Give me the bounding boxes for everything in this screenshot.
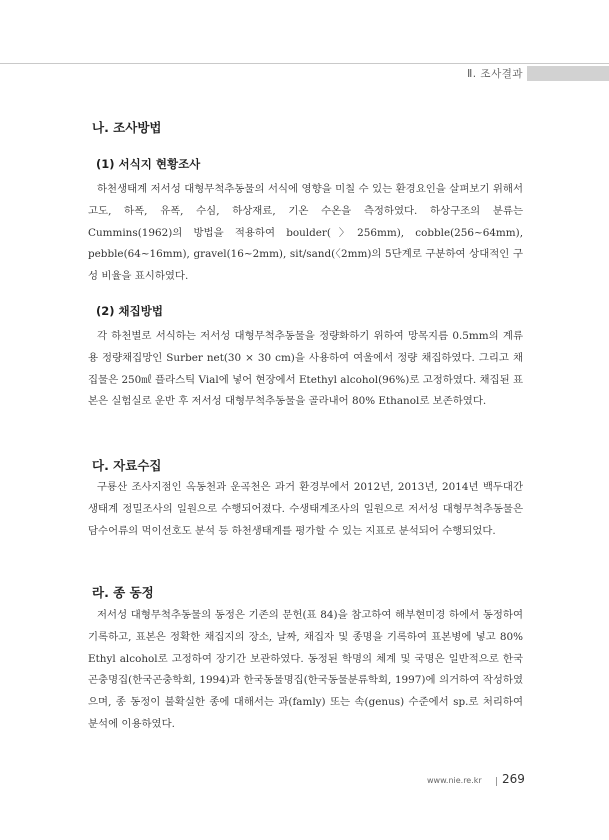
section-title-identification: 라. 종 동정 (92, 585, 154, 600)
chapter-tab-marker (527, 66, 609, 81)
paragraph-sampling: 각 하천별로 서식하는 저서성 대형무척추동물을 정량화하기 위하여 망목지름 0.5mm의 계류용 정량채집망인 Surber net(30 × 30 cm)을 사용하여 여울에서 정량 채집하였다. 그리고 채집물은 250㎖ 플라스틱 Vial에 넣어 현장에서 Etethyl alcohol(96%)로 고정하였다. 채집된 표본은 실험실로 운반 후 저서성 대형무척추동물을 골라내어 80% Ethanol로 보존하였다. (88, 330, 523, 408)
subsection-title-sampling: (2) 채집방법 (96, 304, 163, 318)
footer-separator (496, 777, 497, 786)
section-title-data-collection: 다. 자료수집 (92, 458, 162, 473)
subsection-title-habitat: (1) 서식지 현황조사 (96, 157, 201, 171)
section-title-methods: 나. 조사방법 (92, 120, 162, 135)
paragraph-data-collection: 구룡산 조사지점인 옥동천과 운곡천은 과거 환경부에서 2012년, 2013년, 2014년 백두대간 생태계 정밀조사의 일원으로 수행되어졌다. 수생태계조사의 일원으로 저서성 대형무척추동물은 담수어류의 먹이선호도 분석 등 하천생태계를 평가할 수 있는 지표로 분석되어 수행되었다. (88, 481, 523, 537)
page-number: 269 (502, 772, 525, 786)
header-rule (0, 63, 609, 64)
footer-url: www.nie.re.kr (427, 776, 482, 785)
paragraph-identification: 저서성 대형무척추동물의 동정은 기존의 문헌(표 84)을 참고하여 해부현미경 하에서 동정하여 기록하고, 표본은 정확한 채집지의 장소, 날짜, 채집자 및 종명을 기록하여 표본병에 넣고 80% Ethyl alcohol로 고정하여 장기간 보관하였다. 동정된 학명의 체계 및 국명은 일반적으로 한국곤충명집(한국곤충학회, 1994)과 한국동물명집(한국동물분류학회, 1997)에 의거하여 작성하였으며, 종 동정이 불확실한 종에 대해서는 과(famly) 또는 속(genus) 수준에서 sp.로 처리하여 분석에 이용하였다. (88, 609, 523, 730)
chapter-label: Ⅱ. 조사결과 (467, 68, 523, 80)
paragraph-habitat: 하천생태계 저서성 대형무척추동물의 서식에 영향을 미칠 수 있는 환경요인을 살펴보기 위해서 고도, 하폭, 유폭, 수심, 하상재료, 기온 수온을 측정하였다. 하상구조의 분류는 Cummins(1962)의 방법을 적용하여 boulder(〉256mm), cobble(256~64mm), pebble(64~16mm), gravel(16~2mm), sit/sand(〈2mm)의 5단계로 구분하여 상대적인 구성 비율을 표시하였다. (88, 183, 523, 283)
